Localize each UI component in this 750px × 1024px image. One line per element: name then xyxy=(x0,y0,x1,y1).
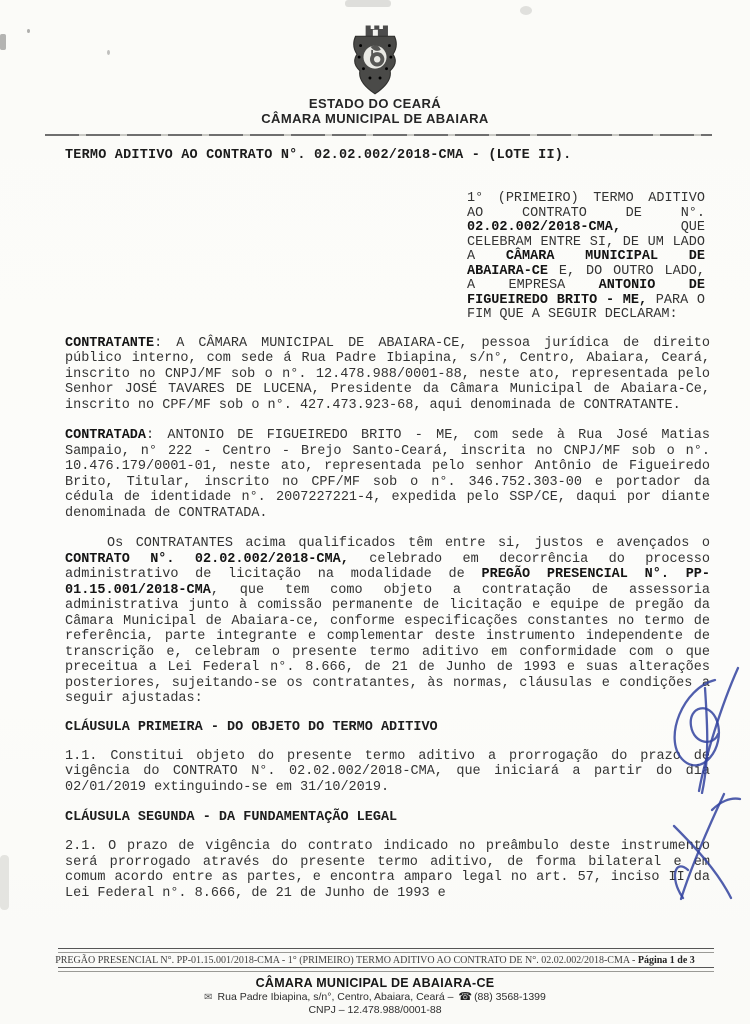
clause-2-text: 2.1. O prazo de vigência do contrato indicado no preâmbulo deste instrumento será prorrogado através do presente termo aditivo, de forma bilateral e em comum acordo entre as partes, e encontra amparo legal no art. 57, inciso II da Lei Federal n°. 8.666, de 21 de Junho de 1993 e xyxy=(65,839,710,901)
footer-phone: (88) 3568-1399 xyxy=(474,991,546,1003)
scan-artifact xyxy=(345,0,391,7)
contratante-paragraph: CONTRATANTE: A CÂMARA MUNICIPAL DE ABAIARA-CE, pessoa jurídica de direito público interno, com sede á Rua Padre Ibiapina, s/n°, Centro, Abaiara, Ceará, inscrito no CNPJ/MF sob o n°. 12.478.988/0001-88, neste ato, representada pelo Senhor JOSÉ TAVARES DE LUCENA, Presidente da Câmara Municipal de Abaiara-Ce, inscrito no CPF/MF sob o n°. 427.473.923-68, aqui denominada de CONTRATANTE. xyxy=(65,335,710,413)
footer-cnpj: CNPJ – 12.478.988/0001-88 xyxy=(308,1004,442,1016)
municipal-crest-icon xyxy=(336,24,414,96)
scan-artifact xyxy=(0,34,6,50)
header-divider xyxy=(45,134,712,136)
footer-address: Rua Padre Ibiapina, s/n°, Centro, Abaiara, Ceará – xyxy=(217,991,454,1003)
footer-reference-line: PREGÃO PRESENCIAL N°. PP-01.15.001/2018-CMA - 1° (PRIMEIRO) TERMO ADITIVO AO CONTRATO DE N°. 02.02.002/2018-CMA - Página 1 de 3 xyxy=(55,955,695,966)
municipality-name: CÂMARA MUNICIPAL DE ABAIARA xyxy=(261,111,489,126)
opening-paragraph: Os CONTRATANTES acima qualificados têm entre si, justos e avençados o CONTRATO N°. 02.02.002/2018-CMA, celebrado em decorrência do processo administrativo de licitação na modalidade de PREGÃO PRESENCIAL N°. PP-01.15.001/2018-CMA, que tem como objeto a contratação de assessoria administrativa junto à comissão permanente de licitação e equipe de pregão da Câmara Municipal de Abaiara-ce, conforme especificações constantes no termo de referência, parte integrante e complementar deste instrumento independente de transcrição e, celebram o presente termo aditivo em conformidade com o que preceitua a Lei Federal n°. 8.666, de 21 de Junho de 1993 e suas alterações posteriores, sujeitando-se os contratantes, às normas, cláusulas e condições a seguir ajustadas: xyxy=(65,536,711,706)
clause-1-heading: CLÁUSULA PRIMEIRA - DO OBJETO DO TERMO ADITIVO xyxy=(65,719,438,735)
scan-artifact xyxy=(107,50,110,55)
clause-1-text: 1.1. Constitui objeto do presente termo aditivo a prorrogação do prazo de vigência do CONTRATO N°. 02.02.002/2018-CMA, que iniciará a partir do dia 02/01/2019 extinguindo-se em 31/10/2019. xyxy=(65,748,710,795)
scan-artifact xyxy=(520,6,532,15)
footer-address-line xyxy=(0,991,750,1004)
contratada-paragraph: CONTRATADA: ANTONIO DE FIGUEIREDO BRITO - ME, com sede à Rua José Matias Sampaio, n° 222 - Centro - Brejo Santo-Ceará, inscrita no CNPJ/MF sob o n°. 10.476.179/0001-01, neste ato, representada pelo senhor Antônio de Figueiredo Brito, Titular, inscrito no CPF/MF sob o n°. 346.752.303-00 e portador da cédula de identidade n°. 2007227221-4, expedida pelo SSP/CE, daqui por diante denominada de CONTRATADA. xyxy=(65,428,710,521)
footer-organization: CÂMARA MUNICIPAL DE ABAIARA-CE xyxy=(255,976,495,990)
phone-icon: ☎ xyxy=(458,991,473,1003)
scan-artifact xyxy=(0,855,9,910)
envelope-icon: ✉ xyxy=(204,992,213,1003)
footer-divider-bottom xyxy=(58,967,714,972)
clause-2-heading: CLÁUSULA SEGUNDA - DA FUNDAMENTAÇÃO LEGAL xyxy=(65,810,398,825)
document-title: TERMO ADITIVO AO CONTRATO N°. 02.02.002/2018-CMA - (LOTE II). xyxy=(65,148,572,163)
state-name: ESTADO DO CEARÁ xyxy=(308,96,442,111)
page-footer xyxy=(0,948,750,1017)
preamble-paragraph: 1° (PRIMEIRO) TERMO ADITIVO AO CONTRATO DE N°. 02.02.002/2018-CMA, QUE CELEBRAM ENTRE SI, DE UM LADO A CÂMARA MUNICIPAL DE ABAIARA-CE E, DO OUTRO LADO, A EMPRESA ANTONIO DE FIGUEIREDO BRITO - ME, PARA O FIM QUE A SEGUIR DECLARAM: xyxy=(467,191,706,322)
scan-artifact xyxy=(27,29,30,33)
